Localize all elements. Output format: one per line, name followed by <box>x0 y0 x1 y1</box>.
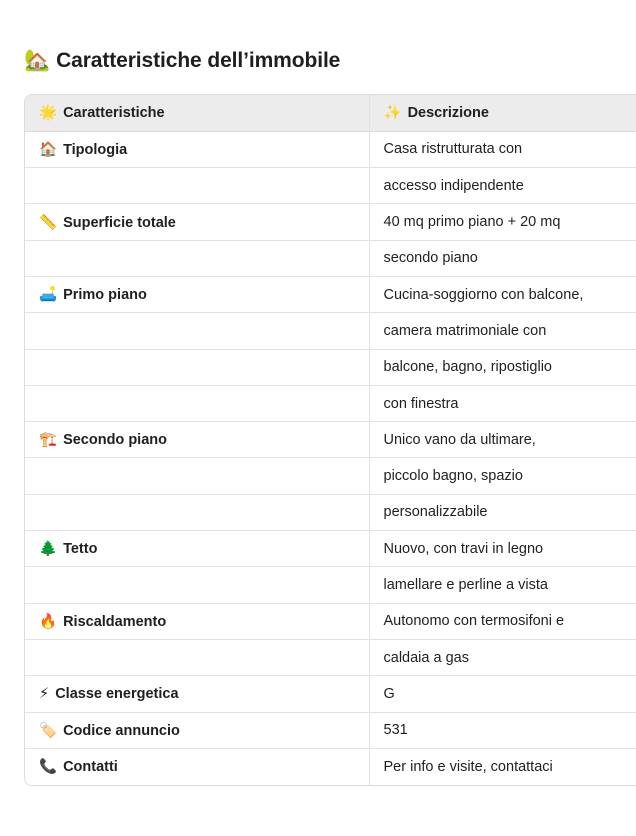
header-features-label: Caratteristiche <box>63 105 165 122</box>
description-cell: Autonomo con termosifoni e <box>369 603 636 639</box>
description-cell: secondo piano <box>369 240 636 276</box>
table-row <box>25 168 636 204</box>
description-cell: piccolo bagno, spazio <box>369 458 636 494</box>
feature-cell <box>25 131 369 167</box>
feature-label: Codice annuncio <box>63 722 180 739</box>
description-cell: Cucina-soggiorno con balcone, <box>369 276 636 312</box>
feature-cell <box>25 458 369 494</box>
phone-icon: 📞 <box>39 759 58 776</box>
description-cell: con finestra <box>369 385 636 421</box>
feature-label: Tetto <box>63 541 98 558</box>
table-row <box>25 603 636 639</box>
feature-label: Secondo piano <box>63 432 167 449</box>
table-row <box>25 385 636 421</box>
feature-cell <box>25 168 369 204</box>
feature-cell <box>25 639 369 675</box>
star-icon: 🌟 <box>39 105 58 122</box>
feature-label: Primo piano <box>63 287 147 304</box>
table-row <box>25 494 636 530</box>
table-header-row <box>25 95 636 131</box>
header-description <box>369 95 636 131</box>
description-cell: balcone, bagno, ripostiglio <box>369 349 636 385</box>
feature-cell <box>25 385 369 421</box>
feature-cell <box>25 676 369 712</box>
feature-label: Riscaldamento <box>63 613 167 630</box>
feature-cell <box>25 276 369 312</box>
description-cell: Per info e visite, contattaci <box>383 758 553 775</box>
table-body <box>25 131 636 784</box>
description-cell: Nuovo, con travi in legno <box>369 531 636 567</box>
description-cell: caldaia a gas <box>369 639 636 675</box>
table-row <box>25 131 636 167</box>
construction-icon: 🏗️ <box>39 432 58 449</box>
tag-icon: 🏷️ <box>39 722 58 739</box>
feature-label: Superficie totale <box>63 214 176 231</box>
house-icon: 🏠 <box>39 141 58 158</box>
table-row <box>25 712 636 748</box>
header-features <box>25 95 369 131</box>
house-with-garden-icon: 🏡 <box>24 49 51 72</box>
feature-cell <box>25 422 369 458</box>
page-title <box>24 49 340 73</box>
lightning-icon: ⚡ <box>39 685 50 702</box>
feature-cell <box>25 748 369 784</box>
feature-label: Contatti <box>63 759 118 776</box>
feature-label: Classe energetica <box>55 685 179 702</box>
table-row <box>25 349 636 385</box>
header-description-label: Descrizione <box>407 105 489 122</box>
table-row <box>25 204 636 240</box>
feature-cell <box>25 712 369 748</box>
feature-cell <box>25 204 369 240</box>
feature-cell <box>25 531 369 567</box>
fire-icon: 🔥 <box>39 613 58 630</box>
table-row <box>25 422 636 458</box>
sparkles-icon: ✨ <box>383 105 402 122</box>
table-row <box>25 531 636 567</box>
feature-cell <box>25 567 369 603</box>
ruler-icon: 📏 <box>39 214 58 231</box>
description-cell: Unico vano da ultimare, <box>369 422 636 458</box>
tree-icon: 🌲 <box>39 541 58 558</box>
features-table-container <box>24 94 636 786</box>
description-cell: personalizzabile <box>369 494 636 530</box>
feature-cell <box>25 349 369 385</box>
table-row <box>25 276 636 312</box>
page-title-text: Caratteristiche dell’immobile <box>56 49 341 72</box>
features-table <box>25 95 636 785</box>
table-row <box>25 567 636 603</box>
description-cell: 531 <box>369 712 636 748</box>
table-row <box>25 313 636 349</box>
description-cell: accesso indipendente <box>369 168 636 204</box>
description-cell: Casa ristrutturata con <box>369 131 636 167</box>
feature-cell <box>25 603 369 639</box>
table-row <box>25 676 636 712</box>
feature-cell <box>25 240 369 276</box>
table-row <box>25 240 636 276</box>
couch-icon: 🛋️ <box>39 287 58 304</box>
feature-cell <box>25 313 369 349</box>
feature-label: Tipologia <box>63 141 128 158</box>
feature-cell <box>25 494 369 530</box>
table-row <box>25 639 636 675</box>
description-cell: 40 mq primo piano + 20 mq <box>369 204 636 240</box>
description-cell: camera matrimoniale con <box>369 313 636 349</box>
description-cell: G <box>369 676 636 712</box>
description-cell: lamellare e perline a vista <box>369 567 636 603</box>
table-row <box>25 748 636 784</box>
table-row <box>25 458 636 494</box>
